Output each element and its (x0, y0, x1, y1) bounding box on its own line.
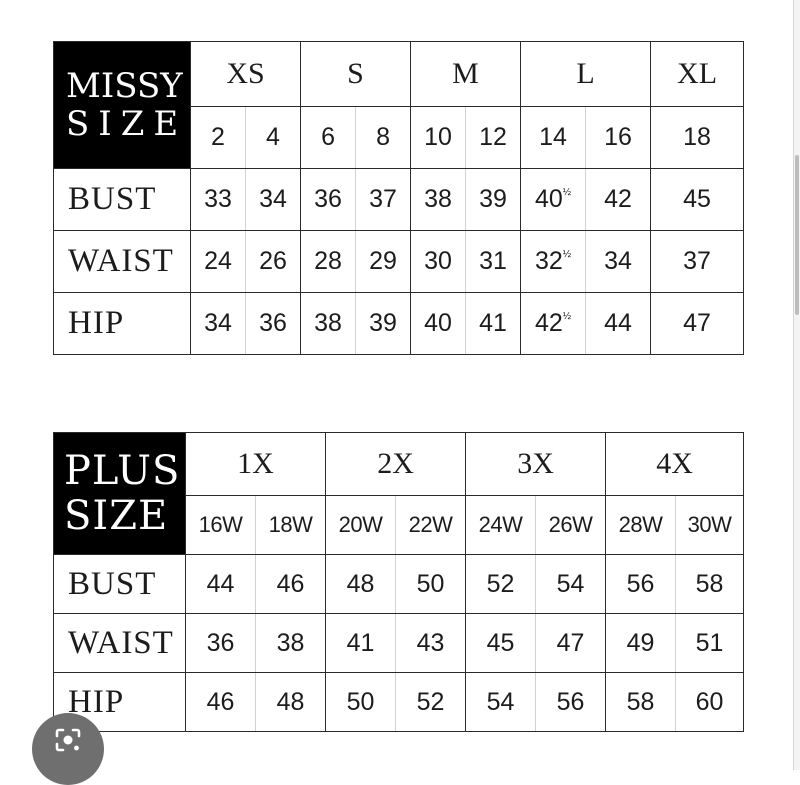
measurement-cell: 46 (186, 673, 256, 732)
missy-size-table (53, 41, 744, 355)
row-label: BUST (54, 555, 186, 614)
measurement-row-bust (54, 555, 744, 614)
measurement-cell: 47 (651, 293, 744, 355)
measurement-row-waist (54, 614, 744, 673)
measurement-cell: 44 (586, 293, 651, 355)
size-number: 20W (326, 496, 396, 555)
size-number: 4 (246, 107, 301, 169)
measurement-cell: 51 (676, 614, 744, 673)
measurement-cell: 46 (256, 555, 326, 614)
row-label: HIP (54, 293, 191, 355)
measurement-cell: 38 (256, 614, 326, 673)
plus-size-table (53, 432, 744, 732)
measurement-cell: 40 (411, 293, 466, 355)
size-number: 22W (396, 496, 466, 555)
missy-size-heading (54, 42, 191, 169)
measurement-cell: 45 (651, 169, 744, 231)
measurement-cell: 34 (586, 231, 651, 293)
measurement-cell: 56 (536, 673, 606, 732)
measurement-cell: 44 (186, 555, 256, 614)
measurement-cell: 28 (301, 231, 356, 293)
measurement-cell: 26 (246, 231, 301, 293)
measurement-cell: 39 (466, 169, 521, 231)
measurement-cell: 36 (301, 169, 356, 231)
measurement-cell: 56 (606, 555, 676, 614)
size-4x: 4X (606, 433, 744, 496)
measurement-cell: 41 (466, 293, 521, 355)
measurement-cell: 52 (466, 555, 536, 614)
size-letter-row (54, 433, 744, 496)
size-number: 10 (411, 107, 466, 169)
size-number: 14 (521, 107, 586, 169)
size-number: 26W (536, 496, 606, 555)
heading-line-2: SIZE (64, 492, 169, 539)
measurement-cell: 48 (326, 555, 396, 614)
size-m: M (411, 42, 521, 107)
half-fraction: ½ (562, 311, 572, 322)
size-l: L (521, 42, 651, 107)
size-2x: 2X (326, 433, 466, 496)
measurement-cell: 34 (246, 169, 301, 231)
measurement-cell: 49 (606, 614, 676, 673)
measurement-cell: 52 (396, 673, 466, 732)
measurement-cell: 58 (606, 673, 676, 732)
measurement-cell: 30 (411, 231, 466, 293)
half-fraction: ½ (562, 249, 572, 260)
measurement-cell: 50 (326, 673, 396, 732)
measurement-cell: 37 (356, 169, 411, 231)
measurement-cell: 36 (186, 614, 256, 673)
scrollbar[interactable] (793, 0, 800, 770)
size-number: 6 (301, 107, 356, 169)
measurement-cell: 48 (256, 673, 326, 732)
measurement-cell: $40^{\frac{1}{2}}$ (521, 169, 586, 231)
measurement-cell: 54 (466, 673, 536, 732)
row-label: WAIST (54, 614, 186, 673)
plus-size-heading (54, 433, 186, 555)
measurement-cell: 31 (466, 231, 521, 293)
measurement-cell: 45 (466, 614, 536, 673)
size-number: 18 (651, 107, 744, 169)
scrollbar-thumb[interactable] (795, 155, 799, 315)
size-number: 24W (466, 496, 536, 555)
measurement-cell: 47 (536, 614, 606, 673)
measurement-row-bust (54, 169, 744, 231)
size-number: 30W (676, 496, 744, 555)
measurement-cell: 50 (396, 555, 466, 614)
size-number: 28W (606, 496, 676, 555)
row-label: HIP (54, 673, 186, 732)
measurement-cell: 43 (396, 614, 466, 673)
measurement-cell: 41 (326, 614, 396, 673)
size-number: 16 (586, 107, 651, 169)
size-number: 16W (186, 496, 256, 555)
measurement-cell: 54 (536, 555, 606, 614)
measurement-cell: 39 (356, 293, 411, 355)
row-label: WAIST (54, 231, 191, 293)
measurement-cell: 60 (676, 673, 744, 732)
size-number: 18W (256, 496, 326, 555)
measurement-cell: 29 (356, 231, 411, 293)
measurement-cell: 38 (301, 293, 356, 355)
row-label: BUST (54, 169, 191, 231)
size-1x: 1X (186, 433, 326, 496)
size-s: S (301, 42, 411, 107)
size-number: 8 (356, 107, 411, 169)
measurement-row-hip (54, 673, 744, 732)
measurement-cell: 42 (586, 169, 651, 231)
lens-search-icon (54, 727, 82, 753)
measurement-cell: 37 (651, 231, 744, 293)
half-fraction: ½ (562, 187, 572, 198)
measurement-row-hip (54, 293, 744, 355)
size-number: 2 (191, 107, 246, 169)
measurement-cell: $32^{\frac{1}{2}}$ (521, 231, 586, 293)
measurement-cell: 38 (411, 169, 466, 231)
size-xs: XS (191, 42, 301, 107)
measurement-row-waist (54, 231, 744, 293)
measurement-cell: 24 (191, 231, 246, 293)
measurement-cell: $42^{\frac{1}{2}}$ (521, 293, 586, 355)
size-number: 12 (466, 107, 521, 169)
size-letter-row (54, 42, 744, 107)
measurement-cell: 36 (246, 293, 301, 355)
size-3x: 3X (466, 433, 606, 496)
measurement-cell: 33 (191, 169, 246, 231)
measurement-cell: 58 (676, 555, 744, 614)
measurement-cell: 34 (191, 293, 246, 355)
heading-line-2: SIZE (66, 104, 188, 144)
lens-search-button[interactable] (32, 713, 104, 785)
heading-line-1: MISSY (66, 65, 183, 106)
size-xl: XL (651, 42, 744, 107)
heading-line-1: PLUS (64, 447, 181, 494)
